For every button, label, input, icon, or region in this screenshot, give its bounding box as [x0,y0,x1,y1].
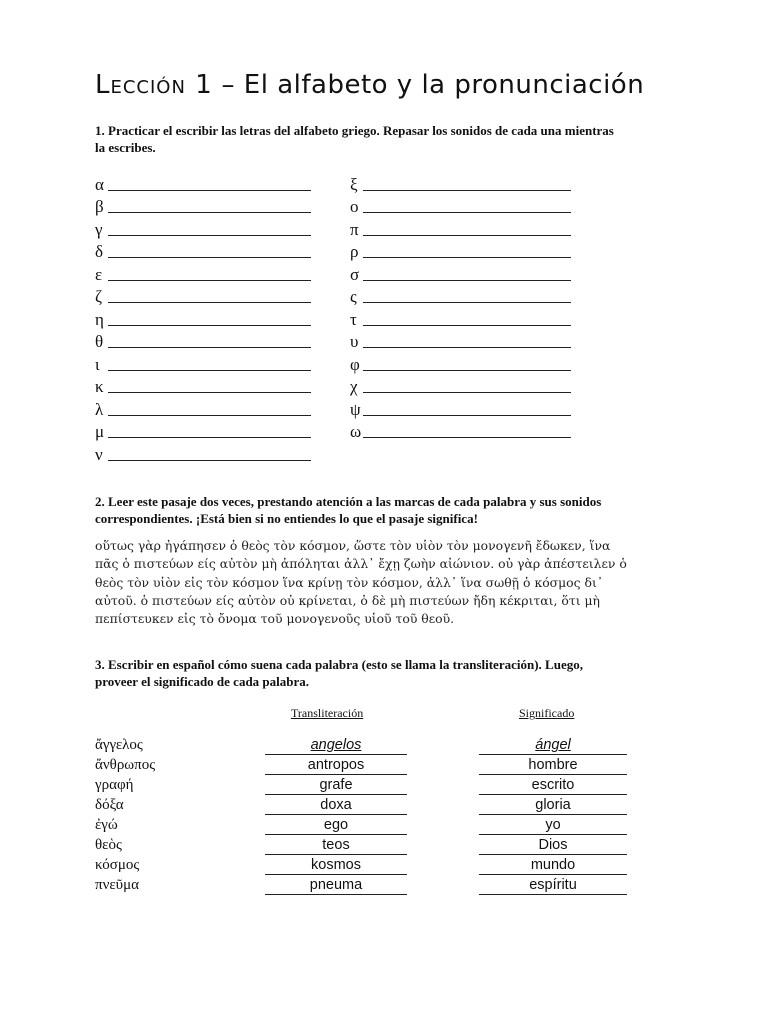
meaning-text: mundo [530,857,576,873]
transliteration-text: kosmos [311,857,361,873]
writing-line[interactable] [108,337,311,348]
greek-letter: χ [350,377,358,396]
letter-row [95,442,311,465]
writing-line[interactable] [108,292,311,303]
writing-line[interactable] [108,382,311,393]
passage-line: πᾶς ὁ πιστεύων είς αὐτὸν μὴ ἀπόληται ἀλλ᾽ ἔχῃ ζωὴν αἰώνιον. οὐ γὰρ ἀπέστειλεν ὁ [95,556,627,572]
meaning-text: yo [545,817,561,833]
transliteration-answer[interactable] [265,737,407,755]
letter-row [350,240,571,263]
meaning-answer[interactable] [479,857,627,875]
vocab-row [95,797,655,817]
vocab-row [95,777,655,797]
greek-word: δόξα [95,797,124,813]
writing-line[interactable] [363,315,571,326]
greek-passage [95,537,655,628]
transliteration-text: teos [322,837,350,853]
transliteration-answer[interactable] [265,777,407,795]
greek-letter: φ [350,354,360,374]
transliteration-text: antropos [307,757,365,773]
greek-letter: ς [350,287,357,306]
meaning-answer[interactable] [479,877,627,895]
greek-letter: ο [350,197,359,216]
instruction-line: proveer el significado de cada palabra. [95,674,310,689]
greek-letter: ω [350,422,362,441]
letter-row [95,172,311,195]
greek-word: γραφή [95,777,134,793]
greek-word: ἄνθρωπος [95,757,156,773]
writing-line[interactable] [363,360,571,371]
letter-row [350,420,571,443]
instruction-line: 2. Leer este pasaje dos veces, prestando atención a las marcas de cada palabra y sus sonidos [95,494,602,509]
writing-line[interactable] [108,247,311,258]
transliteration-text: ego [323,817,349,833]
letter-row [350,217,571,240]
greek-letter: ι [95,354,100,374]
transliteration-answer[interactable] [265,877,407,895]
transliteration-answer[interactable] [265,857,407,875]
vocab-row [95,757,655,777]
greek-letter: ξ [350,174,358,194]
greek-word: ἐγώ [95,817,118,833]
writing-line[interactable] [363,382,571,393]
transliteration-text: grafe [319,777,353,793]
alphabet-column-left [95,172,311,465]
letter-row [95,240,311,263]
passage-line: θεὸς τὸν υἱὸν εἰς τὸν κόσμον ἵνα κρίνῃ τὸν κόσμον, ἀλλ᾽ ἵνα σωθῇ ὁ κόσμος δι᾽ [95,574,604,590]
writing-line[interactable] [363,292,571,303]
writing-line[interactable] [363,337,571,348]
meaning-answer[interactable] [479,737,627,755]
instruction-line: correspondientes. ¡Está bien si no entiendes lo que el pasaje significa! [95,511,478,526]
meaning-text: espíritu [529,877,577,893]
title-topic: – El alfabeto y la pronunciación [212,70,645,100]
greek-letter: τ [350,309,357,329]
greek-letter: ν [95,444,103,464]
exercise-2-instruction [95,493,695,527]
meaning-header: Significado [519,706,575,720]
letter-row [95,375,311,398]
writing-line[interactable] [108,180,311,191]
meaning-answer[interactable] [479,837,627,855]
letter-row [95,285,311,308]
greek-letter: μ [95,422,105,441]
greek-letter: π [350,219,359,239]
greek-letter: λ [95,399,104,419]
vocab-row [95,837,655,857]
writing-line[interactable] [108,450,311,461]
letter-row [95,195,311,218]
letter-row [350,352,571,375]
instruction-line: la escribes. [95,140,156,155]
transliteration-answer[interactable] [265,837,407,855]
letter-row [350,195,571,218]
greek-letter: β [95,197,104,216]
greek-letter: η [95,309,104,329]
letter-row [350,397,571,420]
meaning-answer[interactable] [479,797,627,815]
instruction-line: 3. Escribir en español cómo suena cada palabra (esto se llama la transliteración). Luego, [95,657,583,672]
transliteration-header: Transliteración [291,706,364,720]
writing-line[interactable] [363,270,571,281]
writing-line[interactable] [108,315,311,326]
greek-letter: δ [95,242,104,261]
meaning-text: gloria [535,797,571,813]
greek-letter: ζ [95,287,103,306]
letter-row [350,307,571,330]
transliteration-text: angelos [310,737,362,753]
greek-word: κόσμος [95,857,140,873]
meaning-text: hombre [528,757,578,773]
greek-letter: υ [350,332,359,351]
letter-row [350,330,571,353]
writing-line[interactable] [108,427,311,438]
transliteration-answer[interactable] [265,757,407,775]
greek-letter: θ [95,332,104,351]
letter-row [350,262,571,285]
greek-letter: ρ [350,242,359,261]
transliteration-text: pneuma [309,877,363,893]
greek-letter: γ [95,219,103,239]
letter-row [95,217,311,240]
vocab-row [95,817,655,837]
writing-line[interactable] [108,202,311,213]
writing-line[interactable] [363,180,571,191]
greek-letter: κ [95,377,104,396]
letter-row [95,262,311,285]
meaning-text: Dios [538,837,568,853]
greek-word: θεὸς [95,837,122,853]
greek-letter: ε [95,264,103,284]
letter-row [95,352,311,375]
letter-row [95,307,311,330]
greek-letter: α [95,174,104,194]
writing-line[interactable] [363,202,571,213]
page-title [95,70,644,100]
greek-letter: σ [350,264,360,284]
passage-line: αὐτοῦ. ὁ πιστεύων είς αὐτὸν οὐ κρίνεται, ὁ δὲ μὴ πιστεύων ἤδη κέκριται, ὅτι μὴ [95,592,600,608]
exercise-3-instruction [95,656,695,690]
greek-word: πνεῦμα [95,877,139,893]
writing-line[interactable] [108,405,311,416]
transliteration-answer[interactable] [265,797,407,815]
writing-line[interactable] [108,360,311,371]
passage-line: πεπίστευκεν εἰς τὸ ὄνομα τοῦ μονογενοῦς υἱοῦ τοῦ θεοῦ. [95,611,455,627]
meaning-answer[interactable] [479,817,627,835]
writing-line[interactable] [363,247,571,258]
letter-row [95,330,311,353]
vocabulary-table [95,737,655,897]
transliteration-answer[interactable] [265,817,407,835]
letter-row [350,285,571,308]
vocab-row [95,737,655,757]
meaning-text: escrito [531,777,575,793]
letter-row [350,375,571,398]
alphabet-column-right [350,172,571,442]
letter-row [95,397,311,420]
meaning-text: ángel [535,737,571,753]
vocab-row [95,857,655,877]
vocab-row [95,877,655,897]
meaning-answer[interactable] [479,777,627,795]
title-lesson: Lección 1 [95,70,213,100]
letter-row [95,420,311,443]
writing-line[interactable] [363,405,571,416]
passage-line: οὕτως γὰρ ἠγάπησεν ὁ θεὸς τὸν κόσμον, ὥστε τὸν υἱὸν τὸν μονογενῆ ἔδωκεν, ἵνα [95,538,611,553]
transliteration-text: doxa [320,797,352,813]
writing-line[interactable] [363,225,571,236]
greek-letter: ψ [350,399,361,419]
instruction-line: 1. Practicar el escribir las letras del alfabeto griego. Repasar los sonidos de cada una mientras [95,123,614,138]
writing-line[interactable] [108,270,311,281]
exercise-1-instruction [95,122,695,156]
writing-line[interactable] [108,225,311,236]
letter-row [350,172,571,195]
greek-word: ἄγγελος [95,737,143,753]
meaning-answer[interactable] [479,757,627,775]
writing-line[interactable] [363,427,571,438]
